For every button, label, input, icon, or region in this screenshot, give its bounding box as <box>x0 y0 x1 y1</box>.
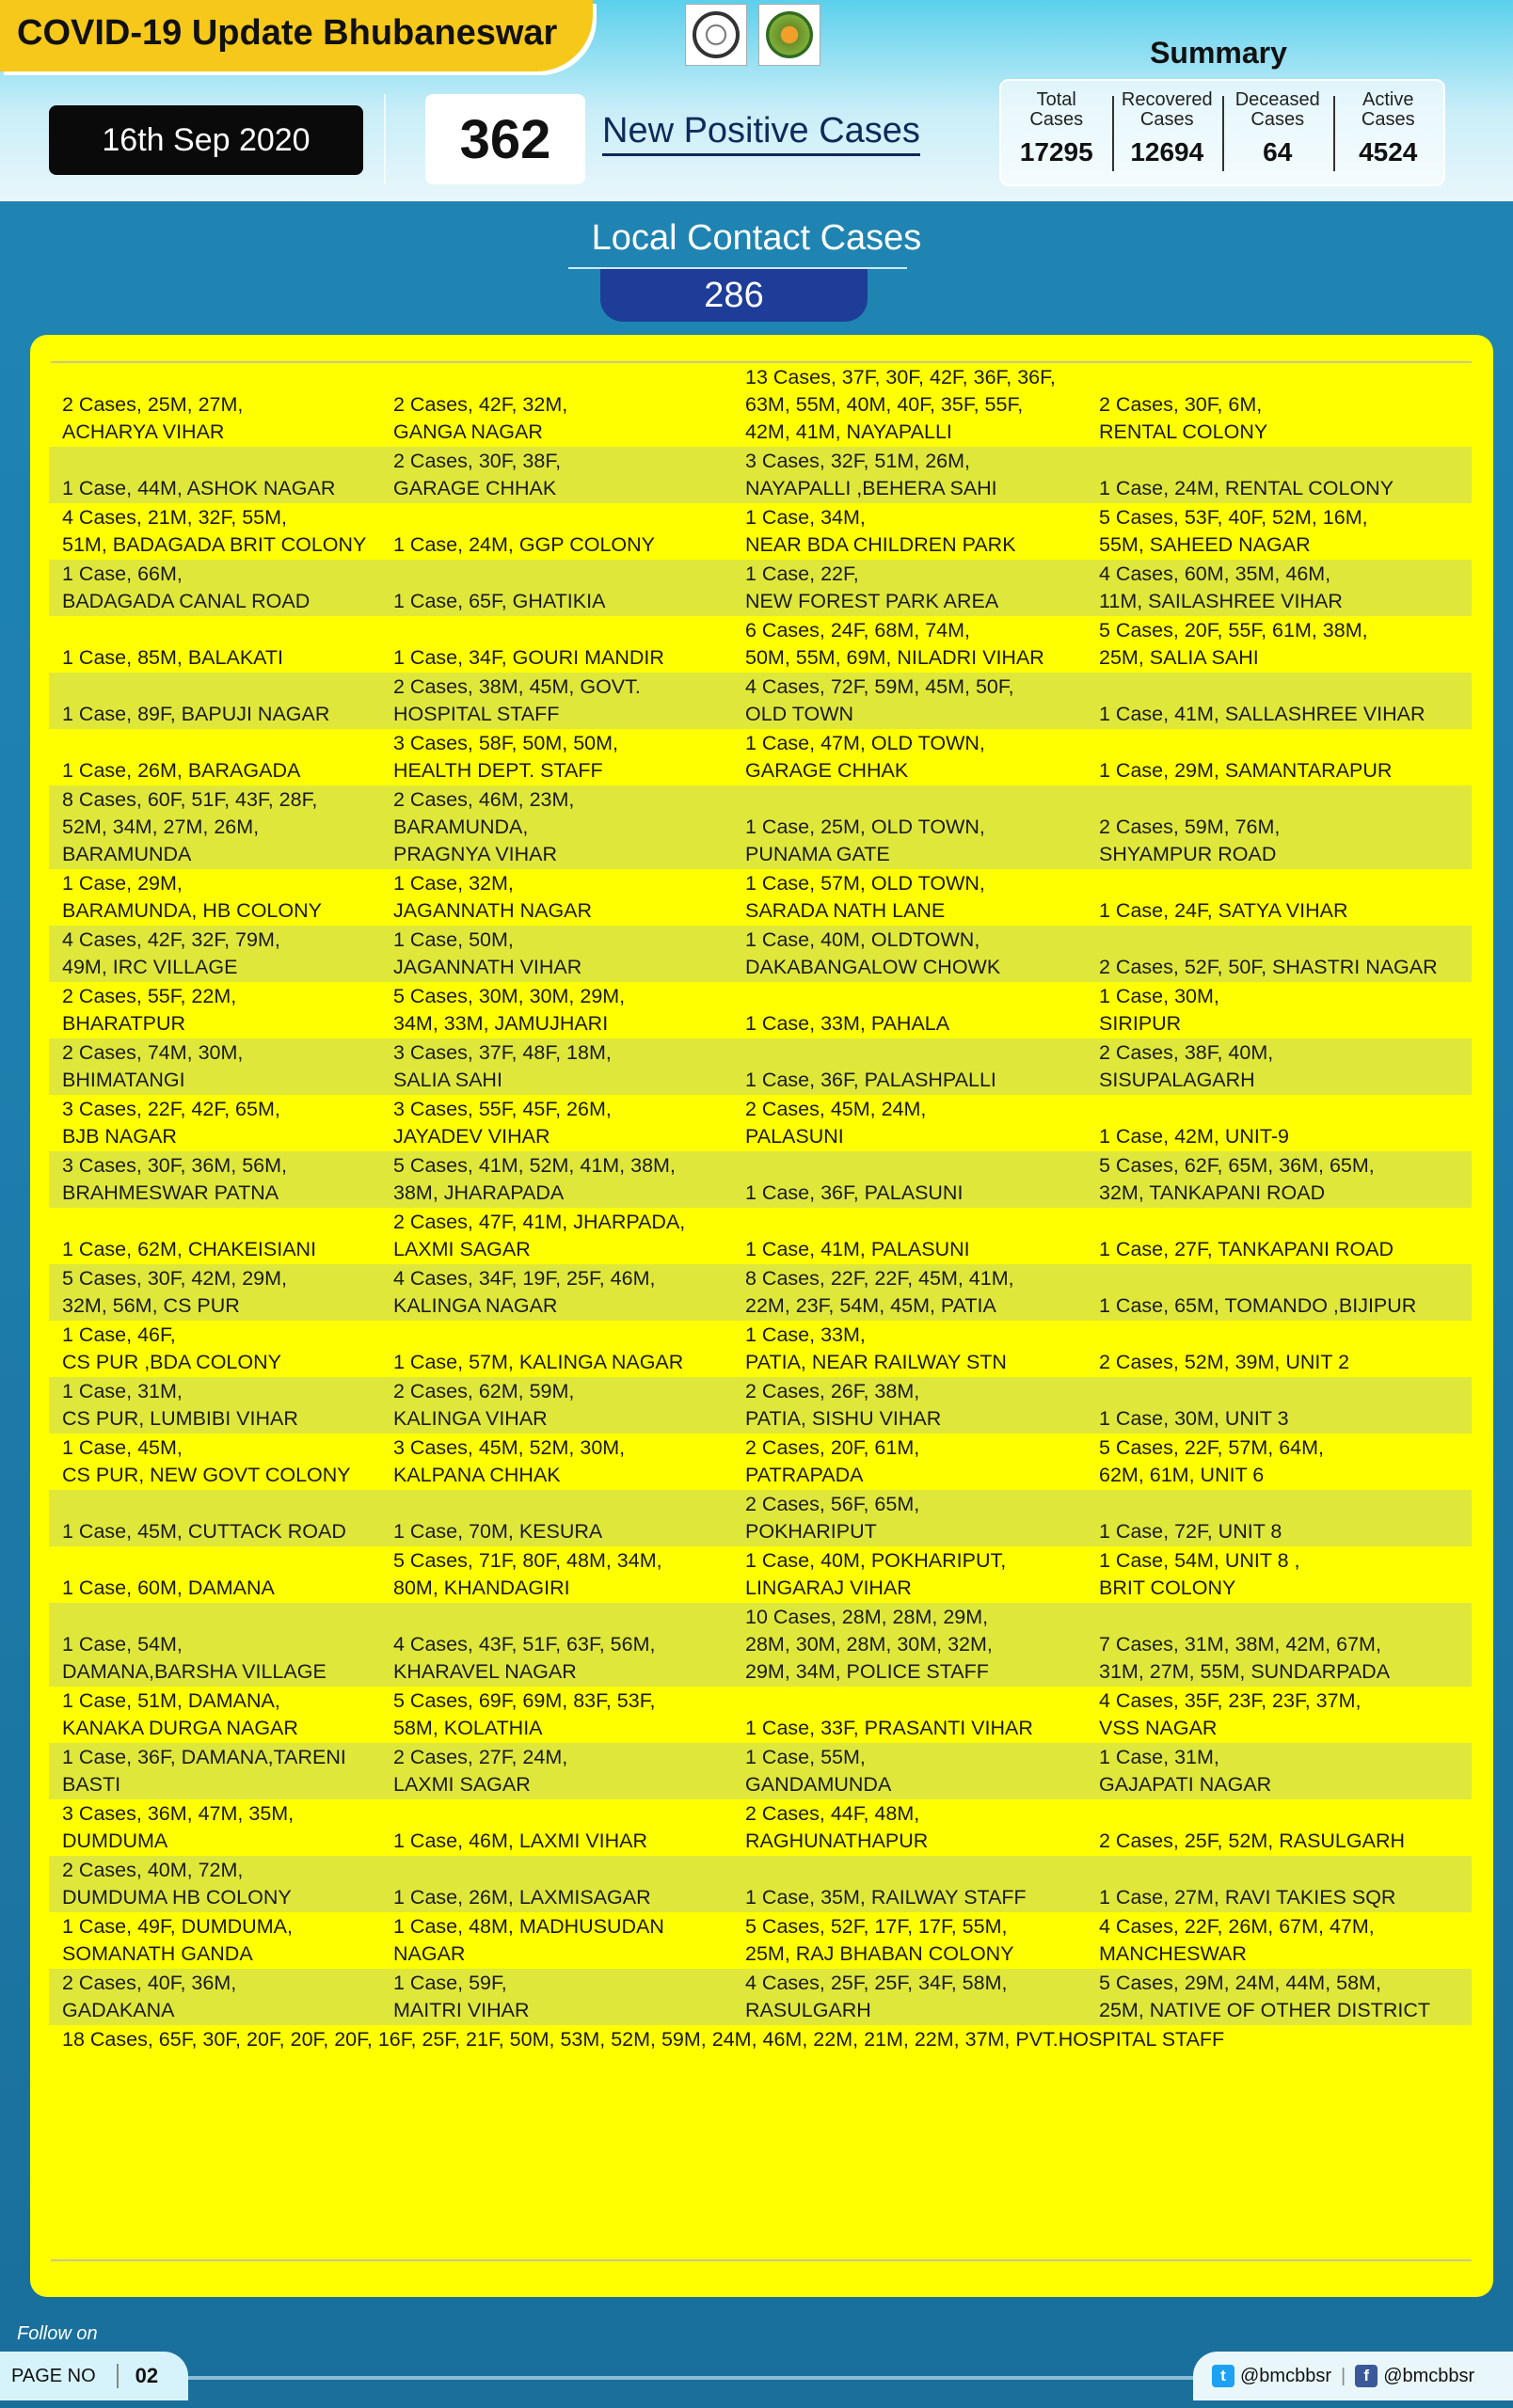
case-cell: 2 Cases, 30F, 6M, RENTAL COLONY <box>1099 393 1268 443</box>
case-cell: 1 Case, 49F, DUMDUMA, SOMANATH GANDA <box>62 1915 293 1965</box>
table-row <box>49 1799 1472 1856</box>
case-cell: 4 Cases, 34F, 19F, 25F, 46M, KALINGA NAGAR <box>380 1264 732 1321</box>
table-row <box>49 1490 1472 1546</box>
summary-label: Recovered Cases <box>1121 89 1213 130</box>
summary-label: Total Cases <box>1029 89 1084 130</box>
case-cell: 1 Case, 44M, ASHOK NAGAR <box>49 447 380 503</box>
case-cell: 4 Cases, 60M, 35M, 46M, 11M, SAILASHREE VIHAR <box>1086 560 1472 616</box>
cases-panel <box>30 335 1493 2297</box>
page-label: PAGE NO <box>11 2365 96 2386</box>
case-cell: 4 Cases, 42F, 32F, 79M, 49M, IRC VILLAGE <box>49 926 380 982</box>
case-cell: 1 Case, 59F, MAITRI VIHAR <box>380 1969 732 2025</box>
table-row <box>49 1264 1472 1321</box>
table-row <box>49 1095 1472 1151</box>
case-cell: 1 Case, 48M, MADHUSUDAN NAGAR <box>393 1915 664 1965</box>
case-cell: 4 Cases, 72F, 59M, 45M, 50F, OLD TOWN <box>732 673 1086 729</box>
local-contact-count: 286 <box>600 269 868 322</box>
summary-box <box>999 79 1445 186</box>
case-cell: 1 Case, 41M, SALLASHREE VIHAR <box>1086 673 1472 729</box>
page-number-tab <box>0 2352 188 2400</box>
case-cell: 1 Case, 45M, CUTTACK ROAD <box>49 1490 380 1546</box>
summary-total <box>1001 81 1112 184</box>
summary-value: 17295 <box>1019 137 1093 166</box>
case-cell: 5 Cases, 30M, 30M, 29M, 34M, 33M, JAMUJHARI <box>393 985 626 1035</box>
table-row <box>49 503 1472 560</box>
table-row <box>49 1321 1472 1377</box>
case-cell: 5 Cases, 71F, 80F, 48M, 34M, 80M, KHANDAGIRI <box>393 1549 662 1599</box>
case-cell: 1 Case, 54M, DAMANA,BARSHA VILLAGE <box>49 1603 380 1687</box>
case-cell: 2 Cases, 45M, 24M, PALASUNI <box>745 1098 927 1148</box>
table-row <box>49 1856 1472 1912</box>
case-cell: 1 Case, 36F, PALASUNI <box>732 1151 1086 1208</box>
case-cell: 3 Cases, 58F, 50M, 50M, HEALTH DEPT. STAFF <box>393 732 618 782</box>
case-cell: 3 Cases, 22F, 42F, 65M, BJB NAGAR <box>62 1098 280 1148</box>
table-row <box>49 1743 1472 1799</box>
case-cell: 1 Case, 46M, LAXMI VIHAR <box>393 1830 648 1852</box>
case-cell: 1 Case, 34M, NEAR BDA CHILDREN PARK <box>745 506 1016 556</box>
table-row <box>49 1912 1472 1969</box>
table-row <box>49 982 1472 1038</box>
case-cell: 1 Case, 30M, SIRIPUR <box>1099 985 1219 1035</box>
summary-label: Deceased Cases <box>1234 89 1320 130</box>
case-cell: 1 Case, 72F, UNIT 8 <box>1086 1490 1472 1546</box>
case-cell: 1 Case, 65M, TOMANDO ,BIJIPUR <box>1086 1264 1472 1321</box>
case-cell: 2 Cases, 20F, 61M, PATRAPADA <box>745 1436 920 1486</box>
twitter-handle[interactable]: @bmcbbsr <box>1240 2365 1331 2386</box>
case-cell: 1 Case, 45M, CS PUR, NEW GOVT COLONY <box>62 1436 351 1486</box>
case-cell: 8 Cases, 22F, 22F, 45M, 41M, 22M, 23F, 54M, 45M, PATIA <box>732 1264 1086 1321</box>
case-cell: 3 Cases, 37F, 48F, 18M, SALIA SAHI <box>380 1038 732 1095</box>
case-cell: 4 Cases, 35F, 23F, 23F, 37M, VSS NAGAR <box>1099 1689 1362 1739</box>
case-cell: 13 Cases, 37F, 30F, 42F, 36F, 36F, 63M, 55M, 40M, 40F, 35F, 55F, 42M, 41M, NAYAPALLI <box>745 366 1056 443</box>
social-links <box>1193 2352 1513 2400</box>
table-row <box>49 560 1472 616</box>
table-row <box>49 1687 1472 1743</box>
page-title: COVID-19 Update Bhubaneswar <box>17 13 558 53</box>
table-row <box>49 1208 1472 1264</box>
case-cell: 1 Case, 33F, PRASANTI VIHAR <box>745 1717 1033 1739</box>
divider <box>384 94 386 184</box>
case-cell: 1 Case, 27M, RAVI TAKIES SQR <box>1086 1856 1472 1912</box>
case-cell: 3 Cases, 36M, 47M, 35M, DUMDUMA <box>62 1802 295 1852</box>
case-cell: 1 Case, 29M, BARAMUNDA, HB COLONY <box>62 872 322 922</box>
twitter-icon[interactable]: t <box>1212 2365 1234 2387</box>
table-row <box>49 447 1472 503</box>
case-cell: 1 Case, 47M, OLD TOWN, GARAGE CHHAK <box>745 732 985 782</box>
summary-title: Summary <box>1150 36 1287 70</box>
facebook-handle[interactable]: @bmcbbsr <box>1383 2365 1475 2386</box>
case-cell: 4 Cases, 25F, 25F, 34F, 58M, RASULGARH <box>732 1969 1086 2025</box>
case-cell: 2 Cases, 40F, 36M, GADAKANA <box>49 1969 380 2025</box>
case-cell: 1 Case, 24F, SATYA VIHAR <box>1099 899 1348 922</box>
case-cell: 1 Case, 42M, UNIT-9 <box>1099 1125 1289 1148</box>
case-cell: 5 Cases, 30F, 42M, 29M, 32M, 56M, CS PUR <box>49 1264 380 1321</box>
case-cell: 2 Cases, 27F, 24M, LAXMI SAGAR <box>380 1743 732 1799</box>
case-cell: 2 Cases, 42F, 32M, GANGA NAGAR <box>393 393 568 443</box>
case-cell: 5 Cases, 29M, 24M, 44M, 58M, 25M, NATIVE OF OTHER DISTRICT <box>1086 1969 1472 2025</box>
case-cell: 1 Case, 66M, BADAGADA CANAL ROAD <box>49 560 380 616</box>
case-cell: 2 Cases, 26F, 38M, PATIA, SISHU VIHAR <box>732 1377 1086 1434</box>
table-row <box>49 1038 1472 1095</box>
case-cell: 1 Case, 27F, TANKAPANI ROAD <box>1099 1238 1394 1260</box>
table-row <box>49 363 1472 447</box>
table-row <box>49 616 1472 673</box>
case-cell-wide: 18 Cases, 65F, 30F, 20F, 20F, 20F, 16F, 25F, 21F, 50M, 53M, 52M, 59M, 24M, 46M, 22M, 21M, 22M, 37M, PVT.HOSPITAL STAFF <box>62 2028 1225 2051</box>
case-cell: 1 Case, 55M, GANDAMUNDA <box>732 1743 1086 1799</box>
case-cell: 1 Case, 26M, BARAGADA <box>62 759 301 782</box>
case-cell: 5 Cases, 20F, 55F, 61M, 38M, 25M, SALIA SAHI <box>1099 619 1368 669</box>
case-cell: 5 Cases, 22F, 57M, 64M, 62M, 61M, UNIT 6 <box>1099 1436 1324 1486</box>
case-cell: 4 Cases, 43F, 51F, 63F, 56M, KHARAVEL NAGAR <box>380 1603 732 1687</box>
case-cell: 2 Cases, 74M, 30M, BHIMATANGI <box>49 1038 380 1095</box>
case-cell: 2 Cases, 25M, 27M, ACHARYA VIHAR <box>62 393 244 443</box>
cases-table <box>49 363 1472 2054</box>
case-cell: 1 Case, 57M, KALINGA NAGAR <box>393 1351 684 1373</box>
case-cell: 1 Case, 25M, OLD TOWN, PUNAMA GATE <box>732 785 1086 869</box>
case-cell: 1 Case, 40M, POKHARIPUT, LINGARAJ VIHAR <box>745 1549 1007 1599</box>
title-tab <box>0 0 593 71</box>
case-cell: 10 Cases, 28M, 28M, 29M, 28M, 30M, 28M, 30M, 32M, 29M, 34M, POLICE STAFF <box>732 1603 1086 1687</box>
new-cases-count: 362 <box>425 94 585 184</box>
table-row <box>49 1434 1472 1490</box>
divider <box>51 2259 1472 2261</box>
case-cell: 1 Case, 36F, PALASHPALLI <box>732 1038 1086 1095</box>
case-cell: 1 Case, 33M, PAHALA <box>745 1012 950 1035</box>
case-cell: 2 Cases, 59M, 76M, SHYAMPUR ROAD <box>1086 785 1472 869</box>
table-row <box>49 2025 1472 2054</box>
case-cell: 2 Cases, 38M, 45M, GOVT. HOSPITAL STAFF <box>380 673 732 729</box>
facebook-icon[interactable]: f <box>1355 2365 1378 2387</box>
case-cell: 4 Cases, 21M, 32F, 55M, 51M, BADAGADA BRIT COLONY <box>62 506 367 556</box>
case-cell: 2 Cases, 38F, 40M, SISUPALAGARH <box>1086 1038 1472 1095</box>
summary-label: Active Cases <box>1361 89 1415 130</box>
table-row <box>49 673 1472 729</box>
case-cell: 5 Cases, 52F, 17F, 17F, 55M, 25M, RAJ BHABAN COLONY <box>745 1915 1014 1965</box>
case-cell: 5 Cases, 62F, 65M, 36M, 65M, 32M, TANKAPANI ROAD <box>1086 1151 1472 1208</box>
local-contact-title: Local Contact Cases <box>591 218 922 258</box>
case-cell: 1 Case, 31M, CS PUR, LUMBIBI VIHAR <box>49 1377 380 1434</box>
case-cell: 1 Case, 33M, PATIA, NEAR RAILWAY STN <box>745 1323 1007 1373</box>
case-cell: 1 Case, 41M, PALASUNI <box>745 1238 970 1260</box>
summary-active <box>1333 81 1444 184</box>
case-cell: 2 Cases, 30F, 38F, GARAGE CHHAK <box>380 447 732 503</box>
table-row <box>49 926 1472 982</box>
case-cell: 1 Case, 51M, DAMANA, KANAKA DURGA NAGAR <box>62 1689 298 1739</box>
case-cell: 7 Cases, 31M, 38M, 42M, 67M, 31M, 27M, 55M, SUNDARPADA <box>1086 1603 1472 1687</box>
case-cell: 2 Cases, 47F, 41M, JHARPADA, LAXMI SAGAR <box>393 1211 686 1260</box>
case-cell: 8 Cases, 60F, 51F, 43F, 28F, 52M, 34M, 27M, 26M, BARAMUNDA <box>49 785 380 869</box>
follow-on-label: Follow on <box>17 2323 98 2344</box>
summary-value: 64 <box>1263 137 1293 166</box>
case-cell: 2 Cases, 25F, 52M, RASULGARH <box>1099 1830 1406 1852</box>
case-cell: 5 Cases, 69F, 69M, 83F, 53F, 58M, KOLATHIA <box>393 1689 656 1739</box>
case-cell: 1 Case, 32M, JAGANNATH NAGAR <box>393 872 593 922</box>
case-cell: 2 Cases, 62M, 59M, KALINGA VIHAR <box>380 1377 732 1434</box>
divider: | <box>1341 2365 1346 2386</box>
case-cell: 1 Case, 57M, OLD TOWN, SARADA NATH LANE <box>745 872 985 922</box>
case-cell: 2 Cases, 55F, 22M, BHARATPUR <box>62 985 237 1035</box>
summary-deceased <box>1222 81 1333 184</box>
table-row <box>49 1603 1472 1687</box>
case-cell: 1 Case, 54M, UNIT 8 , BRIT COLONY <box>1099 1549 1300 1599</box>
case-cell: 1 Case, 29M, SAMANTARAPUR <box>1099 759 1393 782</box>
case-cell: 4 Cases, 22F, 26M, 67M, 47M, MANCHESWAR <box>1099 1915 1375 1965</box>
summary-value: 12694 <box>1130 137 1204 166</box>
summary-recovered <box>1112 81 1223 184</box>
new-cases-label: New Positive Cases <box>602 111 920 156</box>
case-cell: 5 Cases, 53F, 40F, 52M, 16M, 55M, SAHEED NAGAR <box>1099 506 1368 556</box>
case-cell: 1 Case, 62M, CHAKEISIANI <box>62 1238 317 1260</box>
case-cell: 1 Case, 36F, DAMANA,TARENI BASTI <box>49 1743 380 1799</box>
case-cell: 3 Cases, 30F, 36M, 56M, BRAHMESWAR PATNA <box>49 1151 380 1208</box>
case-cell: 1 Case, 65F, GHATIKIA <box>380 560 732 616</box>
case-cell: 6 Cases, 24F, 68M, 74M, 50M, 55M, 69M, NILADRI VIHAR <box>745 619 1044 669</box>
summary-value: 4524 <box>1359 137 1418 166</box>
case-cell: 1 Case, 70M, KESURA <box>380 1490 732 1546</box>
table-row <box>49 869 1472 926</box>
case-cell: 1 Case, 46F, CS PUR ,BDA COLONY <box>62 1323 281 1373</box>
case-cell: 1 Case, 30M, UNIT 3 <box>1086 1377 1472 1434</box>
case-cell: 2 Cases, 52M, 39M, UNIT 2 <box>1099 1351 1350 1373</box>
case-cell: 1 Case, 35M, RAILWAY STAFF <box>732 1856 1086 1912</box>
case-cell: 1 Case, 89F, BAPUJI NAGAR <box>49 673 380 729</box>
case-cell: 1 Case, 24M, GGP COLONY <box>393 533 656 556</box>
case-cell: 3 Cases, 45M, 52M, 30M, KALPANA CHHAK <box>393 1436 626 1486</box>
case-cell: 1 Case, 24M, RENTAL COLONY <box>1086 447 1472 503</box>
case-cell: 2 Cases, 44F, 48M, RAGHUNATHAPUR <box>745 1802 929 1852</box>
table-row <box>49 785 1472 869</box>
header-banner <box>0 0 1513 201</box>
case-cell: 1 Case, 22F, NEW FOREST PARK AREA <box>732 560 1086 616</box>
case-cell: 1 Case, 85M, BALAKATI <box>62 646 284 669</box>
case-cell: 2 Cases, 40M, 72M, DUMDUMA HB COLONY <box>49 1856 380 1912</box>
table-row <box>49 1546 1472 1603</box>
case-cell: 2 Cases, 56F, 65M, POKHARIPUT <box>732 1490 1086 1546</box>
case-cell: 1 Case, 60M, DAMANA <box>62 1576 275 1599</box>
case-cell: 1 Case, 34F, GOURI MANDIR <box>393 646 664 669</box>
table-row <box>49 1969 1472 2025</box>
odisha-emblem-logo <box>685 4 747 66</box>
footer-bar <box>188 2376 1193 2380</box>
case-cell: 1 Case, 31M, GAJAPATI NAGAR <box>1086 1743 1472 1799</box>
table-row <box>49 1151 1472 1208</box>
case-cell: 3 Cases, 55F, 45F, 26M, JAYADEV VIHAR <box>393 1098 612 1148</box>
table-row <box>49 1377 1472 1434</box>
case-cell: 3 Cases, 32F, 51M, 26M, NAYAPALLI ,BEHERA SAHI <box>732 447 1086 503</box>
case-cell: 1 Case, 40M, OLDTOWN, DAKABANGALOW CHOWK <box>732 926 1086 982</box>
case-cell: 2 Cases, 52F, 50F, SHASTRI NAGAR <box>1086 926 1472 982</box>
page-number: 02 <box>117 2364 158 2388</box>
case-cell: 2 Cases, 46M, 23M, BARAMUNDA, PRAGNYA VIHAR <box>380 785 732 869</box>
table-row <box>49 729 1472 785</box>
bmc-logo <box>758 4 820 66</box>
date-badge: 16th Sep 2020 <box>49 105 363 175</box>
case-cell: 1 Case, 26M, LAXMISAGAR <box>380 1856 732 1912</box>
case-cell: 1 Case, 50M, JAGANNATH VIHAR <box>380 926 732 982</box>
case-cell: 5 Cases, 41M, 52M, 41M, 38M, 38M, JHARAPADA <box>380 1151 732 1208</box>
